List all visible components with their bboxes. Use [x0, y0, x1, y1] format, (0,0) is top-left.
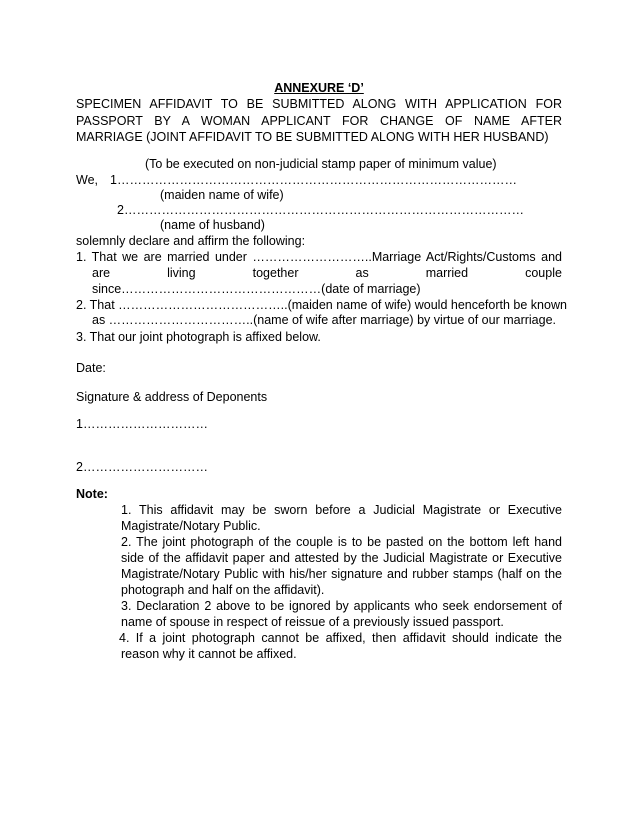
heading-line-3: MARRIAGE (JOINT AFFIDAVIT TO BE SUBMITTED ALONG WITH HER HUSBAND): [76, 130, 549, 144]
word: as: [355, 266, 369, 280]
word: are: [92, 266, 111, 280]
word: married: [425, 266, 469, 280]
item-1-line-1: 1. That we are married under ………………………..Marriage Act/Rights/Customs and: [76, 250, 562, 264]
note-3-line-2: name of spouse in respect of reissue of a previously issued passport.: [121, 615, 504, 629]
note-1-line-1: 1. This affidavit may be sworn before a Judicial Magistrate or Executive: [121, 503, 562, 517]
note-label: Note:: [76, 487, 108, 501]
note-2-line-4: photograph and half on the affidavit).: [121, 583, 325, 597]
note-2-line-3: Magistrate/Notary Public with his/her signature and rubber stamps (half on the: [121, 567, 562, 581]
date-label: Date:: [76, 361, 106, 375]
page-title: ANNEXURE ‘D’: [274, 81, 364, 95]
note-2-line-2: side of the affidavit paper and attested by the Judicial Magistrate or Executive: [121, 551, 562, 565]
heading-line-2: PASSPORT BY A WOMAN APPLICANT FOR CHANGE OF NAME AFTER: [76, 114, 562, 128]
item-1-line-3: since…………………………………………(date of marriage): [92, 282, 421, 296]
word: living: [167, 266, 196, 280]
word: together: [252, 266, 299, 280]
note-3-line-1: 3. Declaration 2 above to be ignored by applicants who seek endorsement of: [121, 599, 562, 613]
deponent-2-caption: (name of husband): [160, 218, 265, 232]
note-4-line-1: 4. If a joint photograph cannot be affixed, then affidavit should indicate the: [119, 631, 562, 645]
note-4-line-2: reason why it cannot be affixed.: [121, 647, 297, 661]
signature-line-2: 2…………………………: [76, 460, 208, 474]
deponent-1-caption: (maiden name of wife): [160, 188, 284, 202]
we-label: We,: [76, 173, 98, 187]
item-2-line-1: 2. That …………………………………..(maiden name of wife) would henceforth be known: [76, 298, 567, 312]
word: couple: [525, 266, 562, 280]
heading-line-1: SPECIMEN AFFIDAVIT TO BE SUBMITTED ALONG WITH APPLICATION FOR: [76, 97, 562, 111]
note-1-line-2: Magistrate/Notary Public.: [121, 519, 261, 533]
stamp-paper-note: (To be executed on non-judicial stamp paper of minimum value): [145, 157, 497, 171]
signature-label: Signature & address of Deponents: [76, 390, 268, 404]
signature-line-1: 1…………………………: [76, 417, 208, 431]
item-1-line-2: [92, 266, 562, 281]
solemnly-declare-text: solemnly declare and affirm the following:: [76, 234, 306, 248]
item-3: 3. That our joint photograph is affixed below.: [76, 330, 321, 344]
item-2-line-2: as ……………………………..(name of wife after marriage) by virtue of our marriage.: [92, 313, 557, 327]
deponent-1-line: 1……………………………………………………………………………………: [110, 173, 517, 187]
note-2-line-1: 2. The joint photograph of the couple is to be pasted on the bottom left hand: [121, 535, 562, 549]
deponent-2-line: 2……………………………………………………………………………………: [117, 203, 524, 217]
